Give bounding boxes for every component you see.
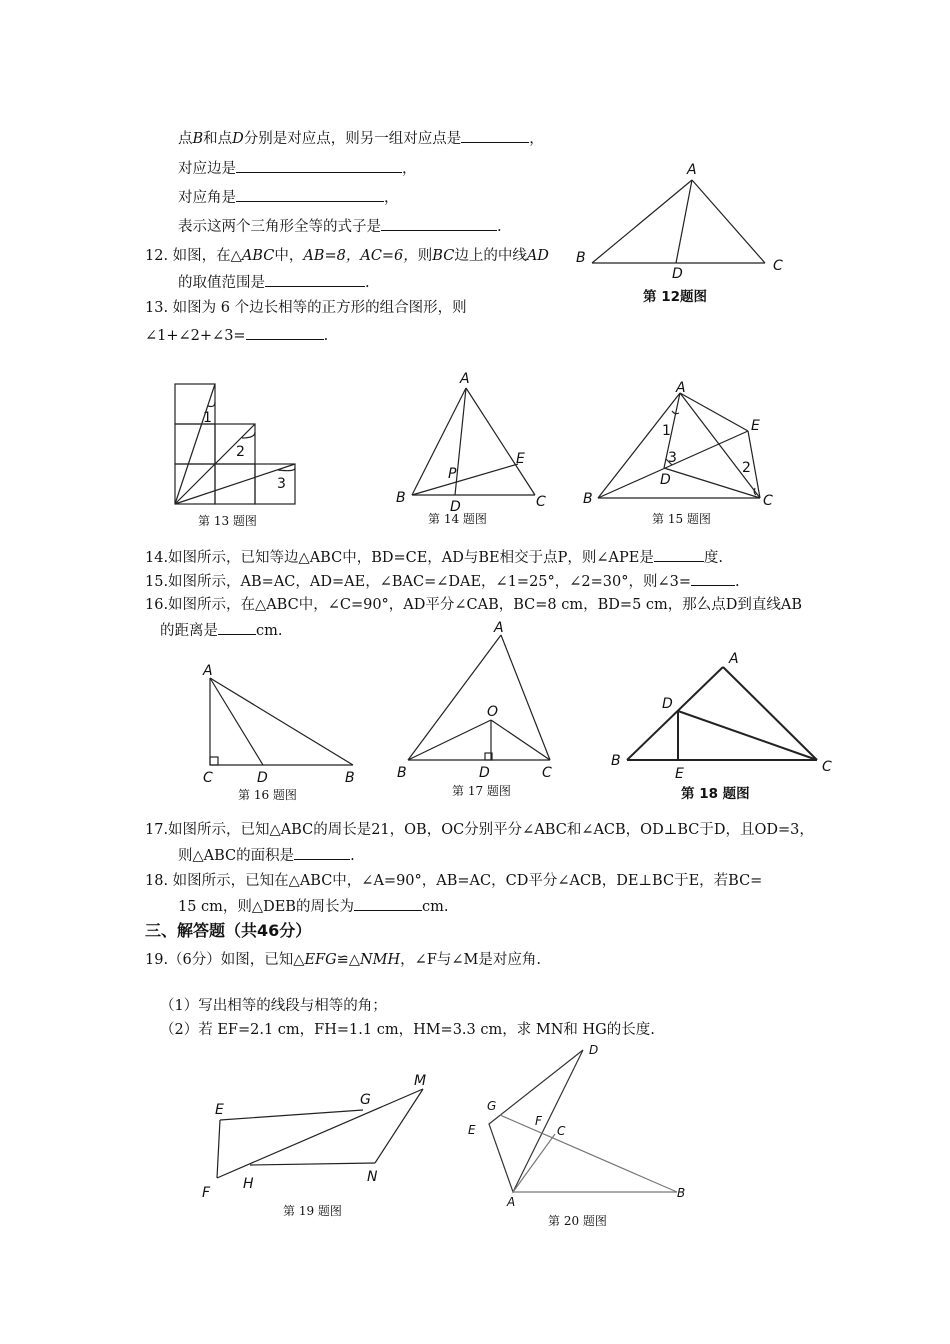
caption-fig12: 第 12题图 <box>643 289 707 305</box>
answer-blank[interactable] <box>654 547 704 562</box>
answer-blank[interactable] <box>354 896 422 911</box>
label-a: A <box>507 1195 516 1209</box>
answer-blank[interactable] <box>691 571 735 586</box>
label-c: C <box>822 759 832 775</box>
label-a: A <box>729 651 739 667</box>
label-c: C <box>536 494 546 510</box>
label-d: D <box>672 266 683 282</box>
answer-blank[interactable] <box>461 128 529 143</box>
q11-line2: 对应边是 ， <box>178 158 417 179</box>
label-c: C <box>203 770 213 786</box>
label-d: D <box>662 696 673 712</box>
label-b: B <box>345 770 355 786</box>
caption-fig19: 第 19 题图 <box>283 1204 342 1218</box>
q17-line2: 则△ABC的面积是 . <box>178 845 355 866</box>
label-n: N <box>367 1169 378 1185</box>
label-b: B <box>611 753 621 769</box>
label-h: H <box>243 1176 254 1192</box>
section-title: 三、解答题（共46分） <box>145 921 312 940</box>
label-o: O <box>487 704 499 720</box>
caption-fig16: 第 16 题图 <box>238 788 297 802</box>
answer-blank[interactable] <box>294 845 350 860</box>
label-a: A <box>203 663 213 679</box>
answer-blank[interactable] <box>381 216 497 231</box>
figure-20 <box>465 1040 690 1210</box>
label-g: G <box>487 1099 497 1113</box>
label-d: D <box>257 770 268 786</box>
label-m: M <box>414 1073 427 1089</box>
answer-blank[interactable] <box>265 272 365 287</box>
label-a: A <box>687 162 697 178</box>
label-c: C <box>773 258 783 274</box>
q17-line1: 17.如图所示，已知△ABC的周长是21，OB，OC分别平分∠ABC和∠ACB，OD⊥BC于D，且OD=3， <box>145 822 814 838</box>
label-b: B <box>677 1186 686 1200</box>
caption-fig13: 第 13 题图 <box>198 514 257 528</box>
caption-fig18: 第 18 题图 <box>681 786 750 802</box>
label-c: C <box>542 765 552 781</box>
angle-1-label: 1 <box>662 423 671 439</box>
q11-line1: 点B和点D分别是对应点，则另一组对应点是 ， <box>178 128 544 149</box>
label-b: B <box>583 491 593 507</box>
label-b: B <box>396 490 406 506</box>
caption-fig17: 第 17 题图 <box>452 784 511 798</box>
answer-blank[interactable] <box>236 187 384 202</box>
q14: 14.如图所示，已知等边△ABC中，BD=CE，AD与BE相交于点P，则∠APE是 度. <box>145 547 723 568</box>
label-a: A <box>460 371 470 387</box>
label-g: G <box>360 1092 371 1108</box>
label-a: A <box>676 380 686 396</box>
figure-19 <box>195 1065 445 1205</box>
q18-line2: 15 cm，则△DEB的周长为 cm. <box>178 896 448 917</box>
q19-sub1: （1）写出相等的线段与相等的角； <box>160 998 387 1014</box>
angle-1-label: 1 <box>203 410 212 426</box>
q11-line4: 表示这两个三角形全等的式子是 . <box>178 216 502 237</box>
label-b: B <box>397 765 407 781</box>
label-d: D <box>450 499 461 515</box>
caption-fig15: 第 15 题图 <box>652 512 711 526</box>
q15: 15.如图所示，AB=AC，AD=AE，∠BAC=∠DAE，∠1=25°，∠2=30°，则∠3= . <box>145 571 740 592</box>
figure-16 <box>195 660 370 785</box>
q19-sub2: （2）若 EF=2.1 cm，FH=1.1 cm，HM=3.3 cm，求 MN和 HG的长度. <box>160 1022 655 1038</box>
angle-3-label: 3 <box>277 476 286 492</box>
q13-line1: 13. 如图为 6 个边长相等的正方形的组合图形，则 <box>145 300 467 316</box>
label-c: C <box>557 1124 566 1138</box>
label-a: A <box>494 620 504 636</box>
label-b: B <box>576 250 586 266</box>
label-p: P <box>448 466 457 482</box>
caption-fig20: 第 20 题图 <box>548 1214 607 1228</box>
figure-17 <box>393 618 563 783</box>
label-f: F <box>535 1114 542 1128</box>
q12-line2: 的取值范围是 . <box>178 272 370 293</box>
label-d: D <box>660 472 671 488</box>
label-e: E <box>516 451 525 467</box>
answer-blank[interactable] <box>246 325 324 340</box>
label-d: D <box>589 1043 599 1057</box>
figure-14 <box>390 370 560 515</box>
label-f: F <box>202 1185 211 1201</box>
answer-blank[interactable] <box>218 620 256 635</box>
label-e: E <box>751 418 760 434</box>
label-d: D <box>479 765 490 781</box>
caption-fig14: 第 14 题图 <box>428 512 487 526</box>
q19-line1: 19.（6分）如图，已知△EFG≌△NMH，∠F与∠M是对应角. <box>145 952 541 968</box>
label-e: E <box>215 1102 224 1118</box>
q18-line1: 18. 如图所示，已知在△ABC中，∠A=90°，AB=AC，CD平分∠ACB，DE⊥BC于E，若BC= <box>145 873 763 889</box>
label-c: C <box>763 493 773 509</box>
angle-2-label: 2 <box>236 444 245 460</box>
figure-13 <box>170 380 305 510</box>
q13-line2: ∠1+∠2+∠3= . <box>145 325 328 346</box>
q16-line2: 的距离是 cm. <box>160 620 282 641</box>
label-e: E <box>468 1123 476 1137</box>
figure-18 <box>605 645 840 785</box>
q16-line1: 16.如图所示，在△ABC中，∠C=90°，AD平分∠CAB，BC=8 cm，BD=5 cm，那么点D到直线AB <box>145 597 803 613</box>
label-e: E <box>675 766 684 782</box>
angle-2-label: 2 <box>742 460 751 476</box>
angle-3-label: 3 <box>668 450 677 466</box>
q11-line3: 对应角是 ， <box>178 187 399 208</box>
figure-15 <box>580 380 780 513</box>
answer-blank[interactable] <box>236 158 402 173</box>
q12-line1: 12. 如图，在△ABC中，AB=8，AC=6，则BC边上的中线AD <box>145 248 549 264</box>
